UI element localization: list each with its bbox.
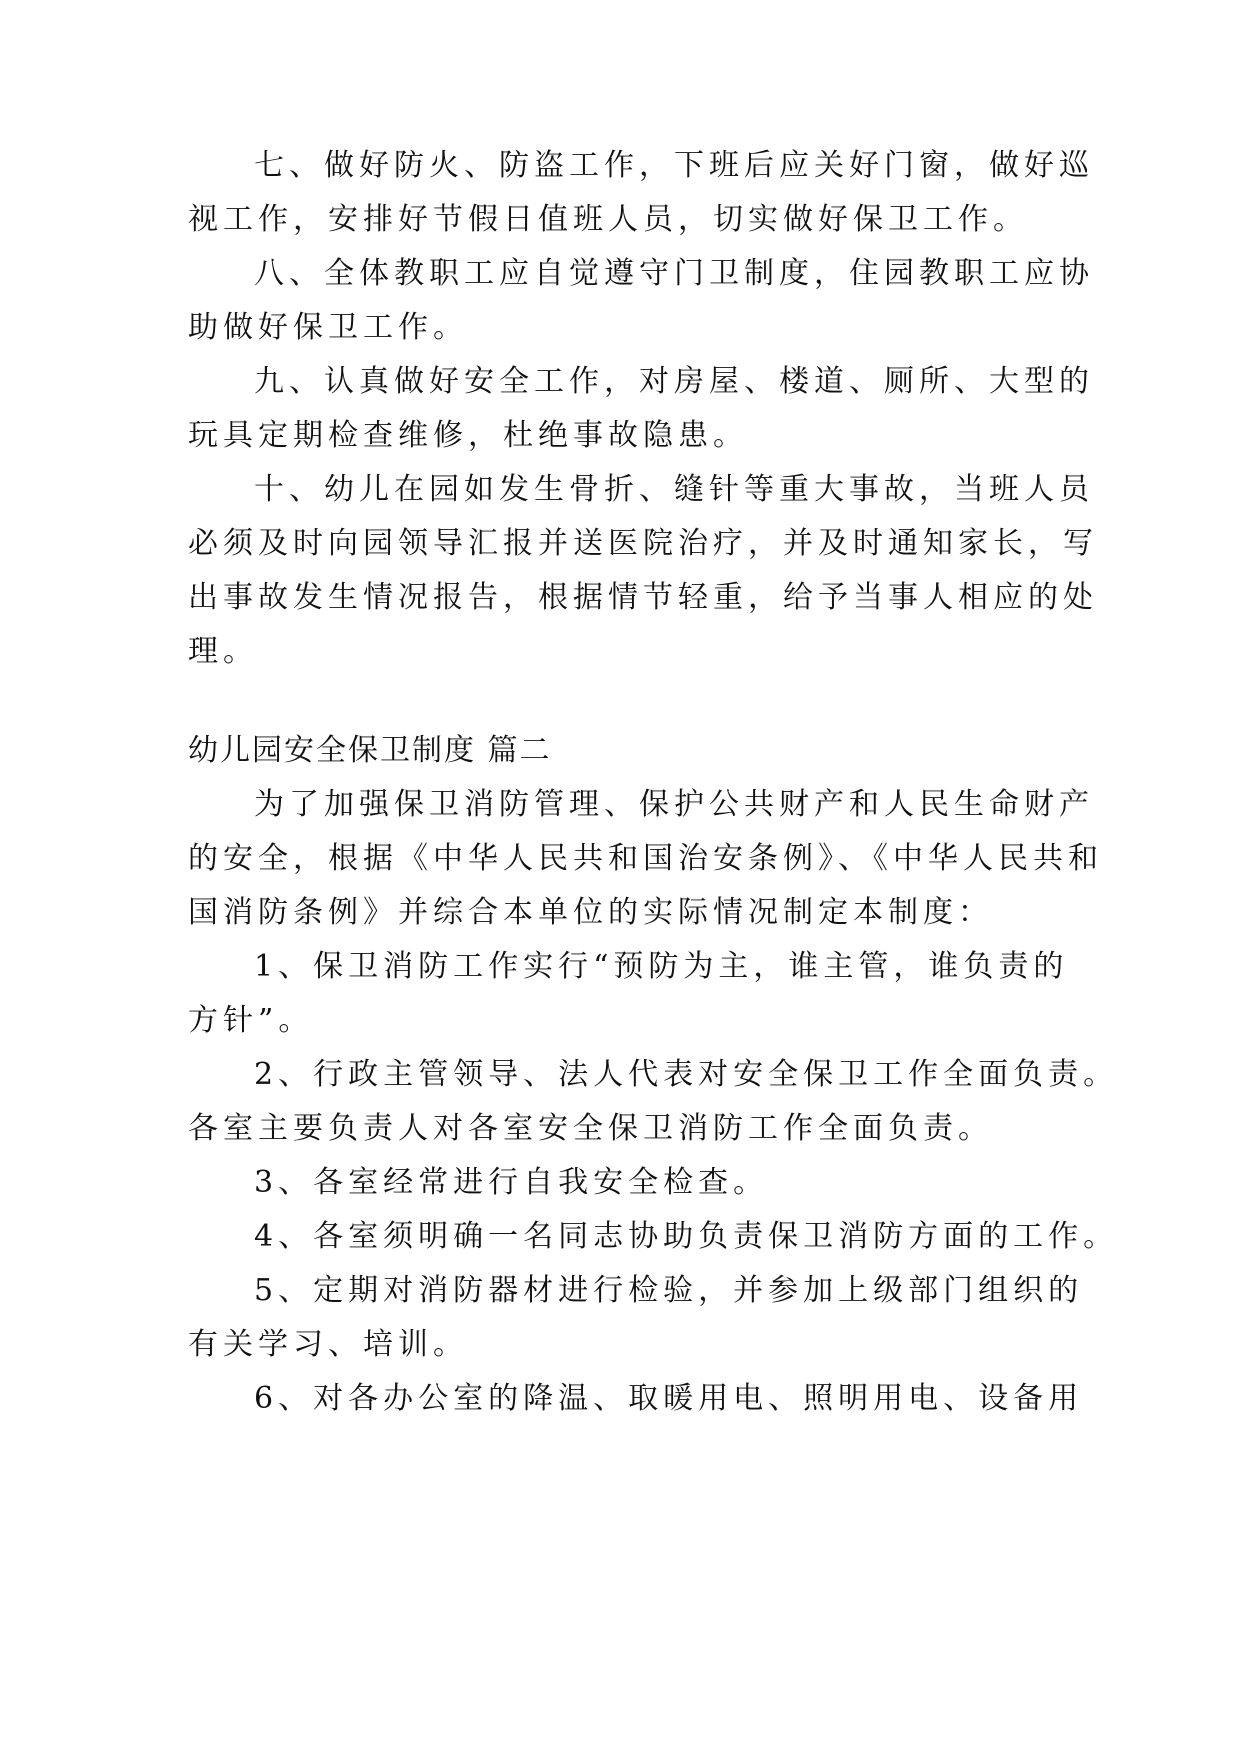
paragraph-line: 1、保卫消防工作实行“预防为主，谁主管，谁负责的 <box>254 949 1069 984</box>
paragraph-line: 玩具定期检查维修，杜绝事故隐患。 <box>188 418 748 453</box>
paragraph-line: 国消防条例》并综合本单位的实际情况制定本制度： <box>188 895 993 930</box>
paragraph-line: 理。 <box>188 634 258 669</box>
paragraph-line: 2、行政主管领导、法人代表对安全保卫工作全面负责。 <box>254 1057 1119 1092</box>
paragraph-line: 必须及时向园领导汇报并送医院治疗，并及时通知家长，写 <box>188 526 1098 561</box>
paragraph-line: 十、幼儿在园如发生骨折、缝针等重大事故，当班人员 <box>254 472 1094 507</box>
section-heading: 幼儿园安全保卫制度 篇二 <box>188 733 552 768</box>
paragraph-line: 有关学习、培训。 <box>188 1327 468 1362</box>
paragraph-line: 八、全体教职工应自觉遵守门卫制度，住园教职工应协 <box>254 256 1094 291</box>
paragraph-line: 为了加强保卫消防管理、保护公共财产和人民生命财产 <box>254 787 1094 822</box>
paragraph-line: 5、定期对消防器材进行检验，并参加上级部门组织的 <box>254 1273 1084 1308</box>
paragraph-line: 视工作，安排好节假日值班人员，切实做好保卫工作。 <box>188 202 1028 237</box>
paragraph-line: 九、认真做好安全工作，对房屋、楼道、厕所、大型的 <box>254 364 1094 399</box>
paragraph-line: 各室主要负责人对各室安全保卫消防工作全面负责。 <box>188 1111 993 1146</box>
paragraph-line: 的安全，根据《中华人民共和国治安条例》、《中华人民共和 <box>188 841 1103 876</box>
paragraph-line: 4、各室须明确一名同志协助负责保卫消防方面的工作。 <box>254 1219 1119 1254</box>
paragraph-line: 方针”。 <box>188 1003 314 1038</box>
paragraph-line: 6、对各办公室的降温、取暖用电、照明用电、设备用 <box>254 1381 1084 1416</box>
paragraph-line: 七、做好防火、防盗工作，下班后应关好门窗，做好巡 <box>254 148 1094 183</box>
paragraph-line: 3、各室经常进行自我安全检查。 <box>254 1165 769 1200</box>
paragraph-line: 助做好保卫工作。 <box>188 310 468 345</box>
paragraph-line: 出事故发生情况报告，根据情节轻重，给予当事人相应的处 <box>188 580 1098 615</box>
